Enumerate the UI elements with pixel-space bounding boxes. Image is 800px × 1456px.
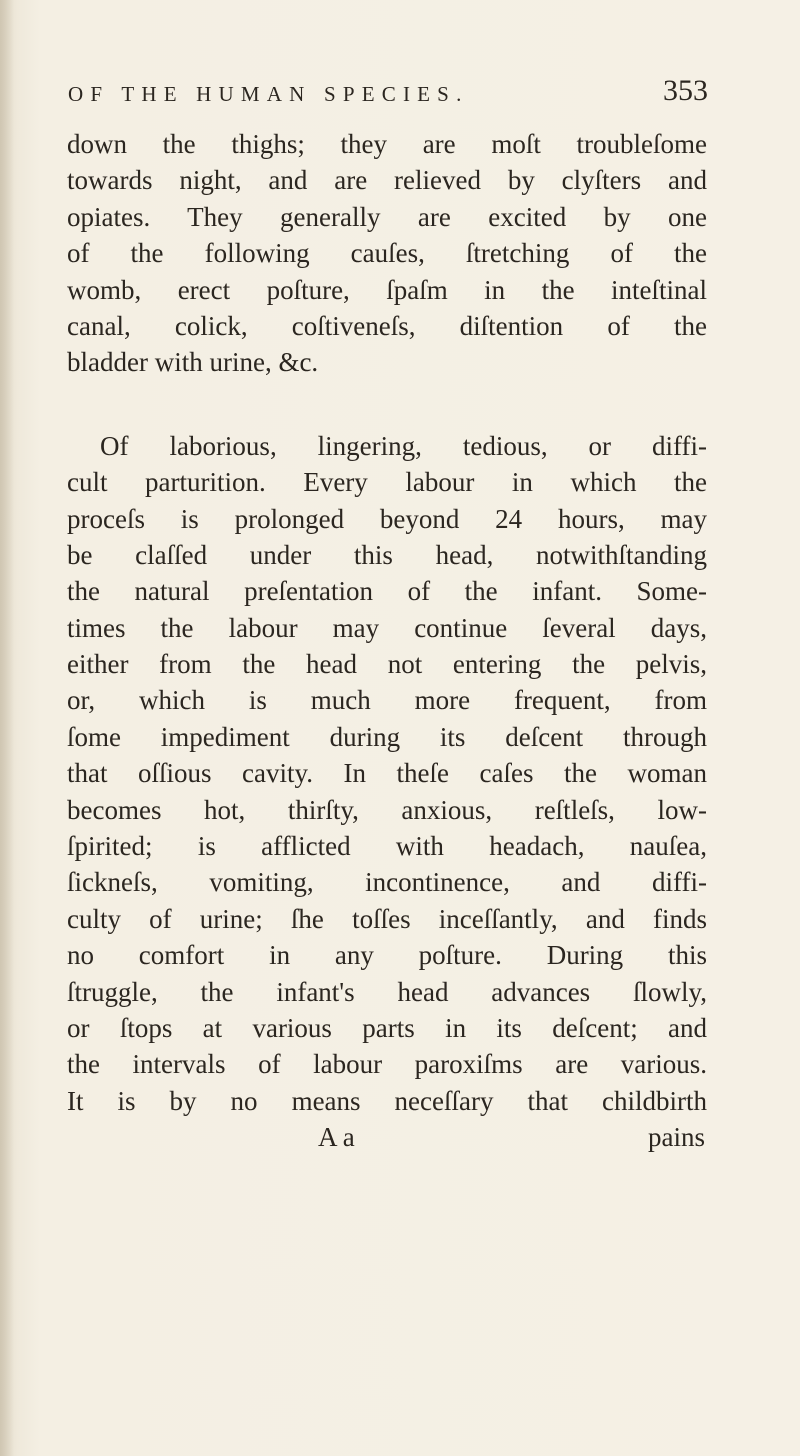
text-line: either from the head not entering the pelvis,	[67, 649, 707, 680]
text-line: ſome impediment during its deſcent through	[67, 721, 707, 752]
text-line: the intervals of labour paroxiſms are various.	[67, 1049, 707, 1080]
text-line: becomes hot, thirſty, anxious, reſtleſs, low-	[67, 794, 707, 825]
text-line: be claſſed under this head, notwithſtanding	[67, 539, 707, 570]
text-line: down the thighs; they are moſt troubleſome	[67, 129, 707, 159]
text-line: womb, erect poſture, ſpaſm in the inteſtinal	[67, 274, 707, 305]
text-line: or, which is much more frequent, from	[67, 685, 707, 716]
text-line: ſtruggle, the infant's head advances ſlowly,	[67, 976, 707, 1007]
signature-mark: A a	[318, 1122, 355, 1153]
paragraph-gap	[67, 381, 707, 428]
body-text	[67, 126, 707, 1156]
text-line: towards night, and are relieved by clyſters and	[67, 165, 707, 196]
text-line: opiates. They generally are excited by one	[67, 201, 707, 232]
text-line: ſpirited; is afflicted with headach, nauſea,	[67, 831, 707, 862]
catchword: pains	[648, 1122, 705, 1153]
text-line: canal, colick, coſtiveneſs, diſtention of the	[67, 310, 707, 341]
text-line: culty of urine; ſhe toſſes inceſſantly, and finds	[67, 903, 707, 934]
paragraph-1	[67, 126, 707, 381]
text-line: or ſtops at various parts in its deſcent; and	[67, 1012, 707, 1043]
text-line: that oſſious cavity. In theſe caſes the woman	[67, 758, 707, 789]
catchword-line	[67, 1119, 707, 1155]
page-header	[68, 74, 708, 118]
text-line: cult parturition. Every labour in which the	[67, 467, 707, 498]
page-number: 353	[663, 74, 708, 107]
text-line: bladder with urine, &c.	[67, 347, 319, 378]
text-line: of the following cauſes, ſtretching of the	[67, 238, 707, 269]
text-line: It is by no means neceſſary that childbirth	[67, 1085, 707, 1116]
text-line: proceſs is prolonged beyond 24 hours, may	[67, 503, 707, 534]
text-line: no comfort in any poſture. During this	[67, 940, 707, 971]
paragraph-2	[67, 428, 707, 1119]
text-line: times the labour may continue ſeveral days,	[67, 612, 707, 643]
text-line: Of laborious, lingering, tedious, or diffi-	[100, 430, 707, 461]
running-title: OF THE HUMAN SPECIES.	[68, 82, 469, 106]
page-edge-shadow	[0, 0, 14, 1456]
text-line: ſickneſs, vomiting, incontinence, and diffi-	[67, 867, 707, 898]
text-line: the natural preſentation of the infant. Some-	[67, 576, 707, 607]
